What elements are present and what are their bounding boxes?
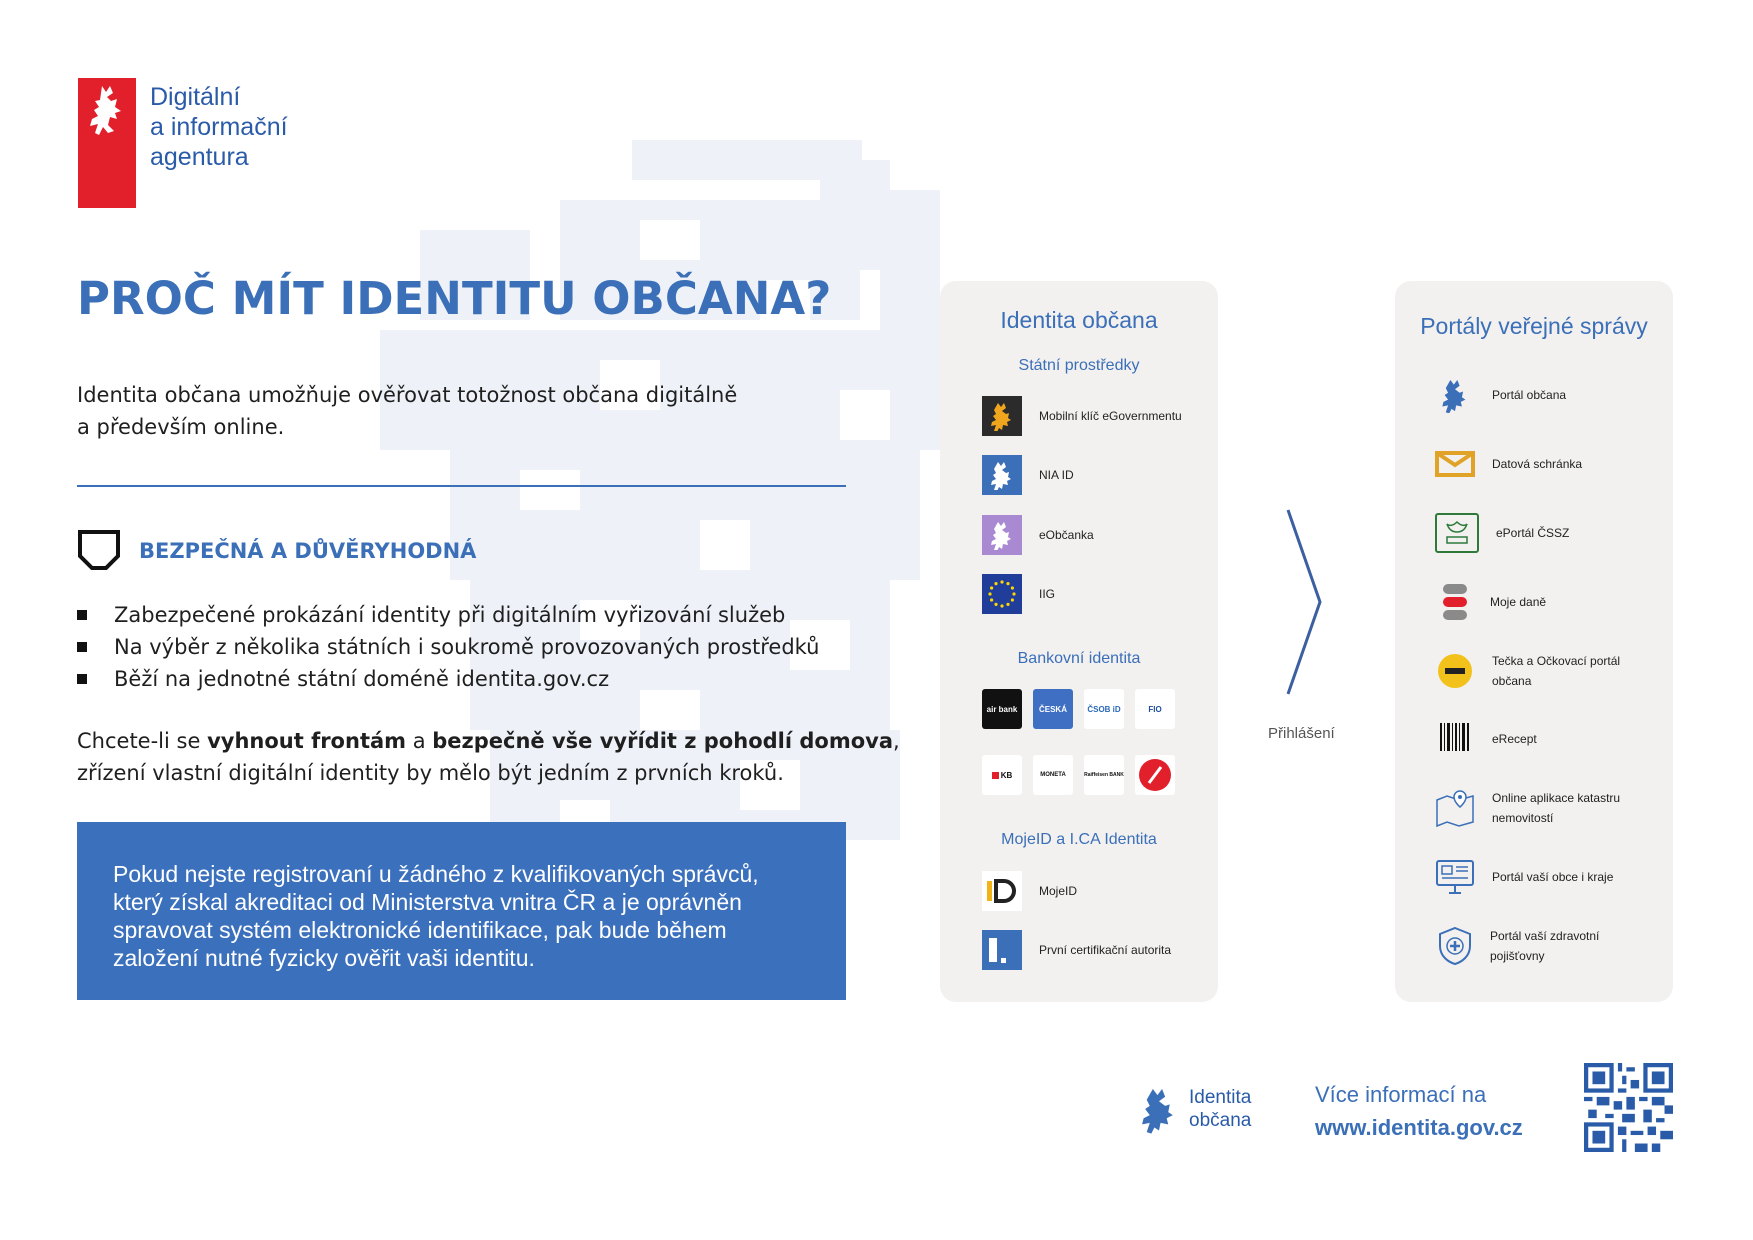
portal-item-datova-schranka[interactable] — [1435, 444, 1642, 484]
bank-logo-text: KB — [1000, 770, 1013, 780]
identity-option-nia-id[interactable] — [982, 455, 1189, 495]
bullet-square-icon — [77, 642, 87, 652]
logo-line: Identita — [1189, 1087, 1252, 1108]
bullet-list — [77, 599, 820, 695]
portal-label: Portál vaší zdravotní pojišťovny — [1490, 929, 1600, 963]
notice-box — [77, 822, 846, 1000]
bullet-square-icon — [77, 674, 87, 684]
portal-item-portal-obcana[interactable] — [1435, 375, 1642, 415]
lead-paragraph — [77, 379, 737, 443]
ica-icon — [982, 930, 1022, 970]
portal-item-pojistovna[interactable] — [1435, 926, 1640, 966]
mojeid-icon — [982, 871, 1022, 911]
bank-logo-text: air bank — [986, 704, 1018, 714]
more-info-label: Více informací na — [1315, 1082, 1487, 1107]
portals-card-title: Portály veřejné správy — [1420, 313, 1648, 339]
bank-logo-fio[interactable] — [1135, 689, 1175, 729]
bank-logo-csob[interactable] — [1084, 689, 1124, 729]
cta-line: zřízení vlastní digitální identity by mělo být jedním z prvních kroků. — [77, 761, 784, 785]
unicredit-icon — [1137, 757, 1173, 793]
bank-logo-text: ČSOB iD — [1087, 704, 1121, 714]
monitor-icon — [1435, 857, 1475, 897]
czech-lion-icon — [84, 82, 130, 142]
identity-option-mojeid[interactable] — [982, 871, 1189, 911]
portal-label: ePortál ČSSZ — [1496, 526, 1570, 540]
brand-line: Digitální — [150, 83, 241, 111]
identity-card-title: Identita občana — [1000, 307, 1158, 333]
bullet-square-icon — [77, 610, 87, 620]
bank-identity-title: Bankovní identita — [1017, 650, 1141, 667]
portal-label: Portál občana — [1492, 388, 1567, 402]
option-label: NIA ID — [1039, 468, 1074, 482]
moje-dane-icon — [1435, 582, 1475, 622]
cta-line — [77, 725, 900, 757]
identity-card — [940, 281, 1218, 1002]
portal-item-tecka[interactable] — [1435, 651, 1642, 691]
more-info — [1315, 1078, 1523, 1144]
cta-emphasis: bezpečně vše vyřídit z pohodlí domova — [432, 729, 893, 753]
identity-option-mobile-key[interactable] — [982, 396, 1189, 436]
option-label: eObčanka — [1039, 528, 1094, 542]
login-label: Přihlášení — [1268, 725, 1335, 742]
databox-icon — [1435, 444, 1475, 484]
lead-line: Identita občana umožňuje ověřovat totožnost občana digitálně — [77, 383, 738, 407]
section-title: BEZPEČNÁ A DŮVĚRYHODNÁ — [139, 539, 477, 563]
bank-logo-kb[interactable] — [982, 755, 1022, 795]
bank-logo-text: ČESKÁ — [1038, 704, 1067, 714]
brand-logo — [78, 78, 136, 208]
bullet-text: Běží na jednotné státní doméně identita.gov.cz — [114, 667, 610, 691]
private-identity-title: MojeID a I.CA Identita — [1001, 831, 1157, 848]
bank-logo-raiffeisen[interactable] — [1084, 755, 1124, 795]
bullet-text: Zabezpečené prokázání identity při digitálním vyřizování služeb — [114, 603, 786, 627]
bank-logo-text: MONETA — [1040, 772, 1066, 778]
identita-logo-text — [1189, 1086, 1251, 1132]
cta-paragraph — [77, 725, 900, 789]
brand-line: agentura — [150, 143, 249, 171]
lion-blue-icon — [982, 455, 1022, 495]
portal-label: Moje daně — [1490, 595, 1547, 609]
list-item — [77, 663, 820, 695]
bank-logo-moneta[interactable] — [1033, 755, 1073, 795]
identity-option-iig[interactable] — [982, 574, 1189, 614]
portal-label: Datová schránka — [1492, 457, 1583, 471]
website-link[interactable]: www.identita.gov.cz — [1315, 1115, 1523, 1140]
bank-logo-text: FIO — [1148, 704, 1162, 714]
brand-line: a informační — [150, 113, 288, 141]
lead-line: a především online. — [77, 415, 285, 439]
logo-line: občana — [1189, 1110, 1252, 1131]
portal-item-erecept[interactable] — [1435, 719, 1642, 759]
state-means-title: Státní prostředky — [1018, 357, 1140, 374]
notice-text: Pokud nejste registrovaní u žádného z kvalifikovaných správců, který získal akreditaci od Ministerstva vnitra ČR a je oprávněn spravovat systém elektronické identifikace, pak bude během založení nutné fyzicky ověřit vaši identitu. — [113, 861, 759, 971]
shield-icon — [77, 528, 121, 574]
cta-text: a — [406, 729, 433, 753]
portal-label: Tečka a Očkovací portál občana — [1492, 654, 1621, 688]
brand-name — [150, 82, 288, 172]
page-title: PROČ MÍT IDENTITU OBČANA? — [77, 272, 832, 325]
option-label: MojeID — [1039, 884, 1078, 898]
divider — [77, 485, 846, 487]
health-shield-icon — [1435, 926, 1475, 966]
bullet-text: Na výběr z několika státních i soukromě provozovaných prostředků — [114, 635, 820, 659]
portal-item-obec-kraj[interactable] — [1435, 857, 1642, 897]
cta-text: Chcete-li se — [77, 729, 208, 753]
portal-label: eRecept — [1492, 732, 1537, 746]
kb-square-icon — [992, 772, 999, 779]
portal-item-katastr[interactable] — [1435, 788, 1642, 828]
tecka-icon — [1435, 651, 1475, 691]
bank-logo-unicredit[interactable] — [1135, 755, 1175, 795]
identita-lion-icon — [1139, 1083, 1179, 1135]
map-pin-icon — [1435, 788, 1475, 828]
qr-code-icon[interactable] — [1584, 1063, 1673, 1152]
option-label: První certifikační autorita — [1039, 943, 1172, 957]
list-item — [77, 631, 820, 663]
eu-flag-icon — [982, 574, 1022, 614]
portal-item-moje-dane[interactable] — [1435, 582, 1640, 622]
cta-emphasis: vyhnout frontám — [207, 729, 407, 753]
bank-logo-airbank[interactable] — [982, 689, 1022, 729]
option-label: Mobilní klíč eGovernmentu — [1039, 409, 1182, 423]
portal-item-eportal-cssz[interactable] — [1435, 513, 1646, 553]
lion-dark-icon — [982, 396, 1022, 436]
identity-option-eobcanka[interactable] — [982, 515, 1189, 555]
chevron-right-icon — [1285, 507, 1325, 697]
cssz-icon — [1435, 513, 1479, 553]
cta-text: , — [892, 729, 900, 753]
bank-logo-text: Raiffeisen BANK — [1084, 772, 1124, 778]
portal-label: Portál vaší obce i kraje — [1492, 870, 1614, 884]
list-item — [77, 599, 820, 631]
bank-logo-ceska-sporitelna[interactable] — [1033, 689, 1073, 729]
portal-label: Online aplikace katastru nemovitostí — [1492, 791, 1621, 825]
lion-lilac-icon — [982, 515, 1022, 555]
identity-option-ica[interactable] — [982, 930, 1189, 970]
portals-card — [1395, 281, 1673, 1002]
barcode-icon — [1435, 719, 1475, 759]
option-label: IIG — [1039, 587, 1056, 601]
lion-icon — [1435, 375, 1475, 415]
